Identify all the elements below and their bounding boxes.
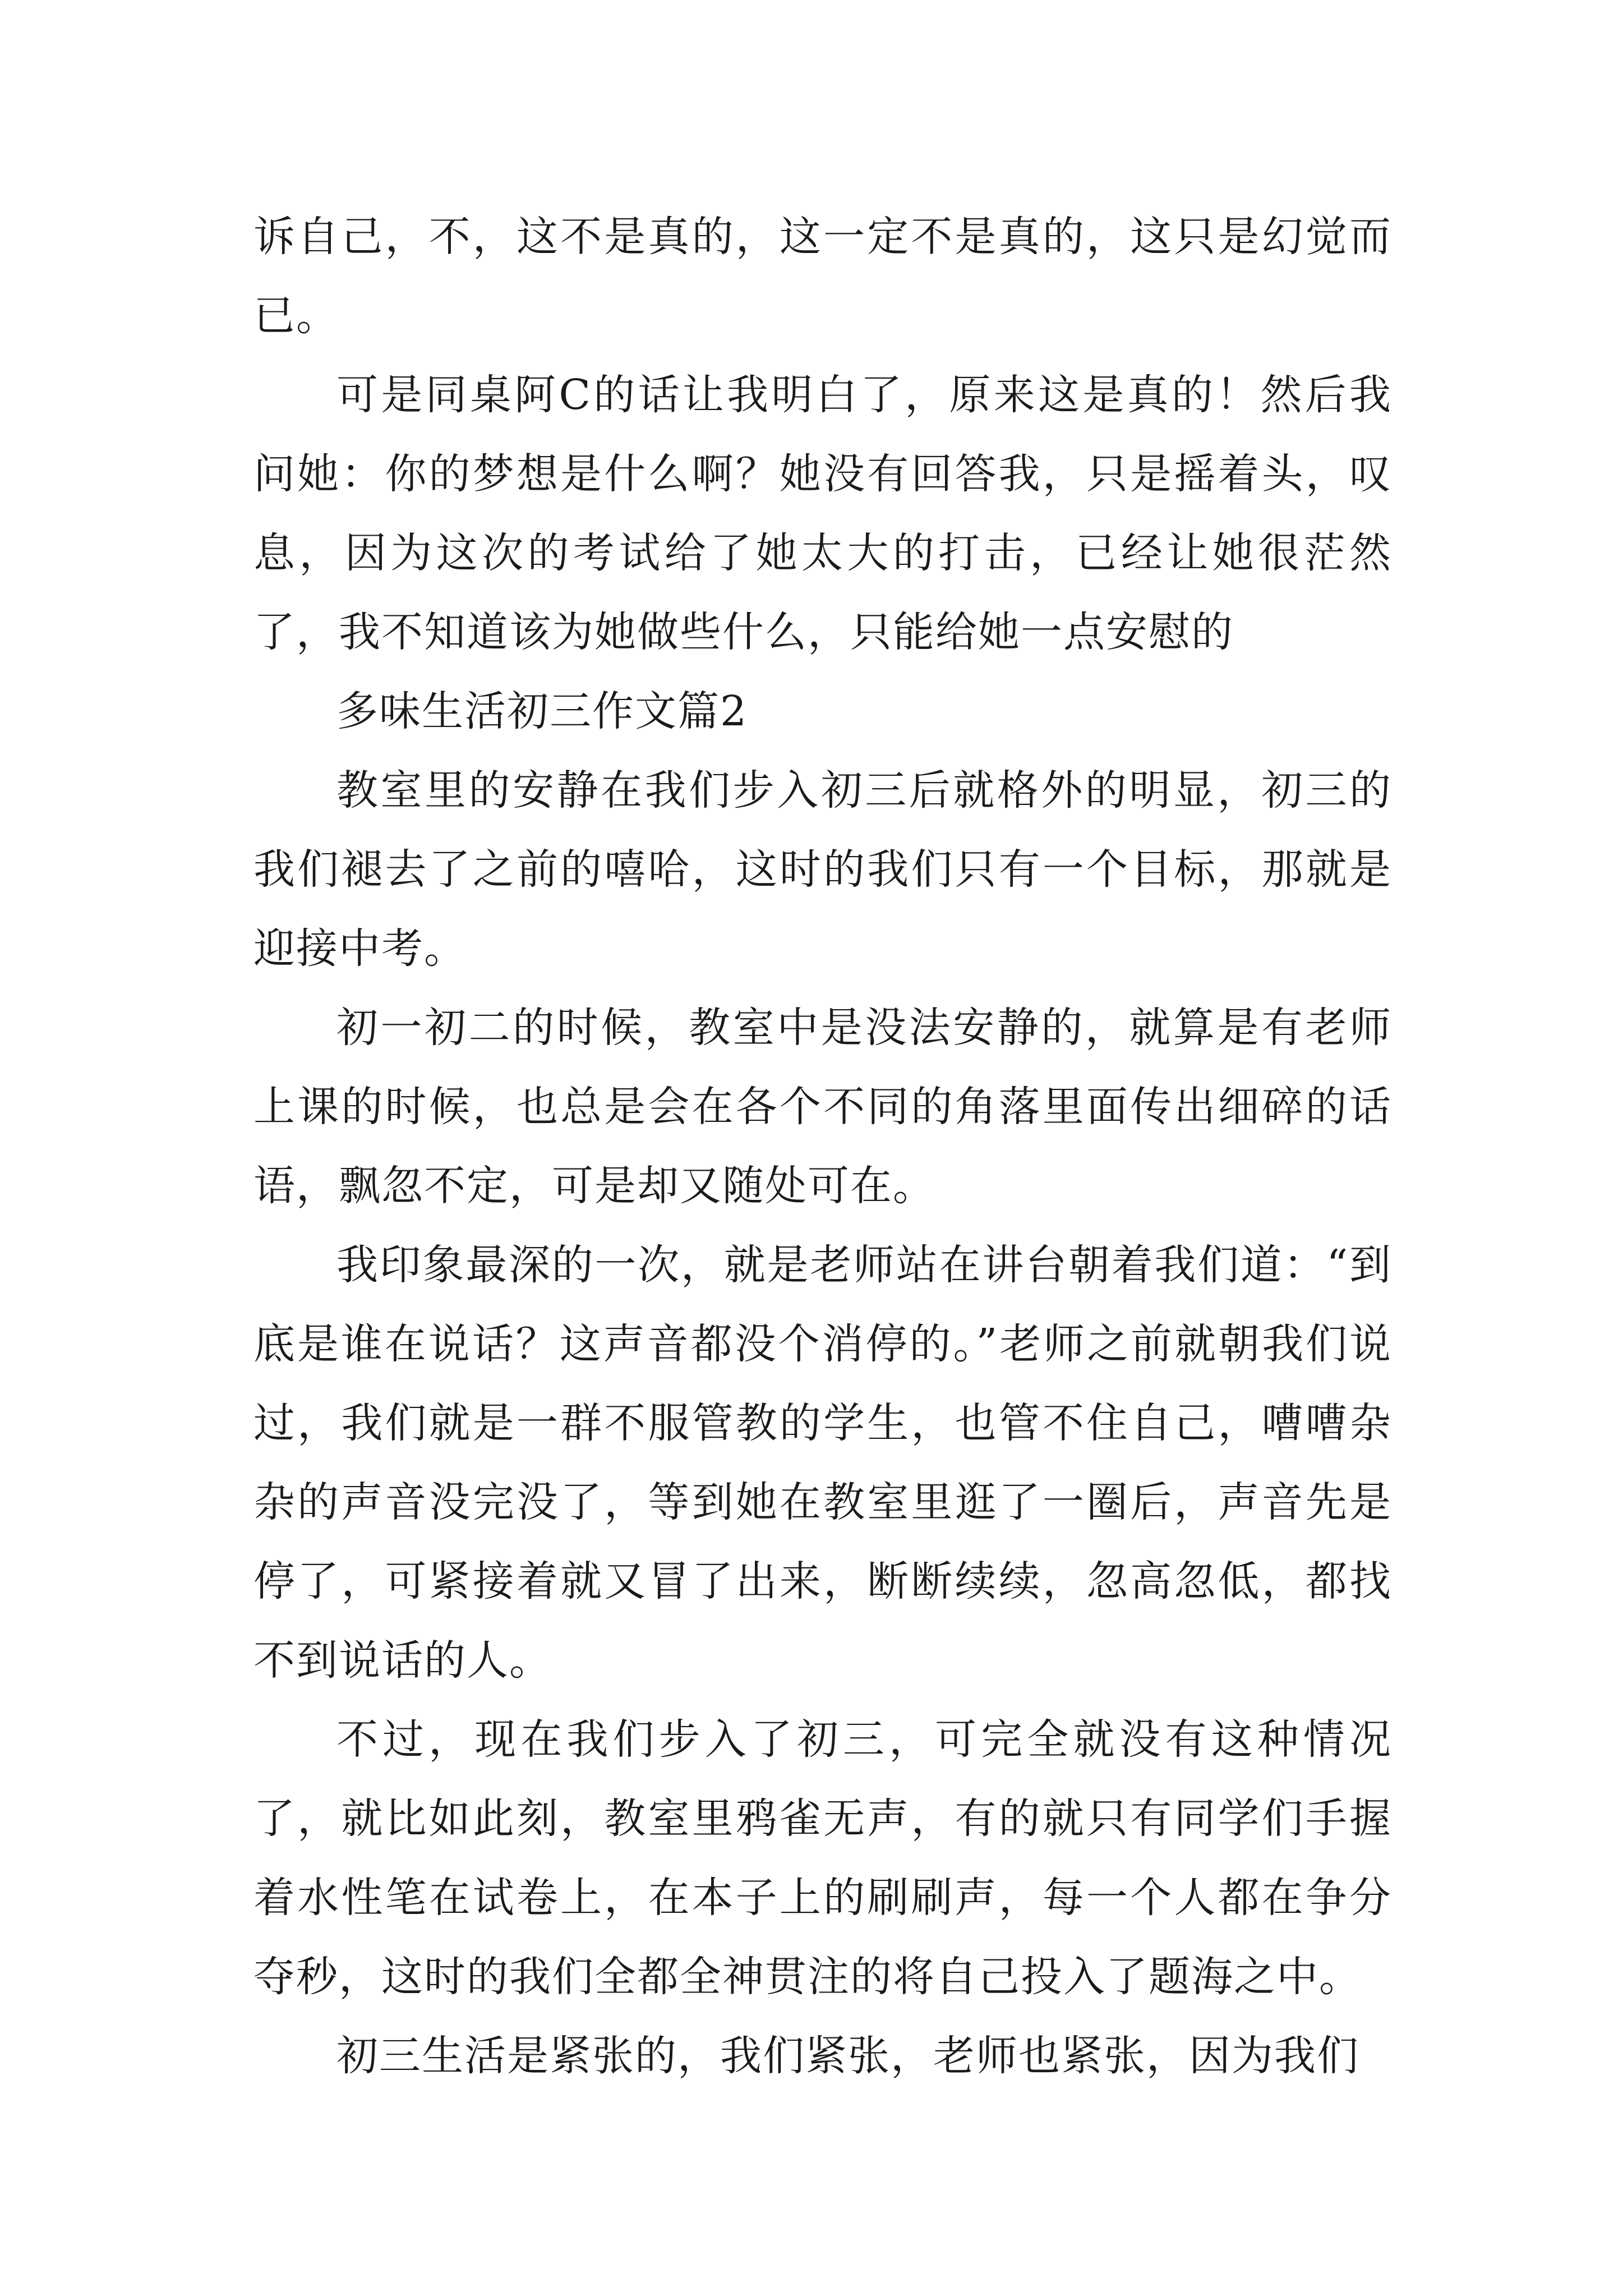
paragraph: 不过，现在我们步入了初三，可完全就没有这种情况了，就比如此刻，教室里鸦雀无声，有的就只有同学们手握着水性笔在试卷上，在本子上的刷刷声，每一个人都在争分夺秒，这时的我们全都全神贯注的将自己投入了题海之中。 — [253, 1715, 1392, 2001]
section-heading: 多味生活初三作文篇2 — [336, 687, 748, 735]
paragraph: 初一初二的时候，教室中是没法安静的，就算是有老师上课的时候，也总是会在各个不同的角落里面传出细碎的话语，飘忽不定，可是却又随处可在。 — [253, 1004, 1392, 1210]
paragraph: 教室里的安静在我们步入初三后就格外的明显，初三的我们褪去了之前的嘻哈，这时的我们只有一个目标，那就是迎接中考。 — [253, 766, 1392, 973]
paragraph-continued: 诉自己，不，这不是真的，这一定不是真的，这只是幻觉而已。 — [253, 213, 1392, 340]
paragraph: 可是同桌阿C的话让我明白了，原来这是真的！然后我问她：你的梦想是什么啊？她没有回答我，只是摇着头，叹息，因为这次的考试给了她太大的打击，已经让她很茫然了，我不知道该为她做些什么，只能给她一点安慰的 — [253, 371, 1392, 656]
document-body — [253, 197, 1392, 2096]
paragraph: 我印象最深的一次，就是老师站在讲台朝着我们道：“到底是谁在说话？这声音都没个消停的。”老师之前就朝我们说过，我们就是一群不服管教的学生，也管不住自己，嘈嘈杂杂的声音没完没了，等到她在教室里逛了一圈后，声音先是停了，可紧接着就又冒了出来，断断续续，忽高忽低，都找不到说话的人。 — [253, 1241, 1392, 1685]
paragraph-truncated: 初三生活是紧张的，我们紧张，老师也紧张，因为我们 — [336, 2032, 1359, 2080]
